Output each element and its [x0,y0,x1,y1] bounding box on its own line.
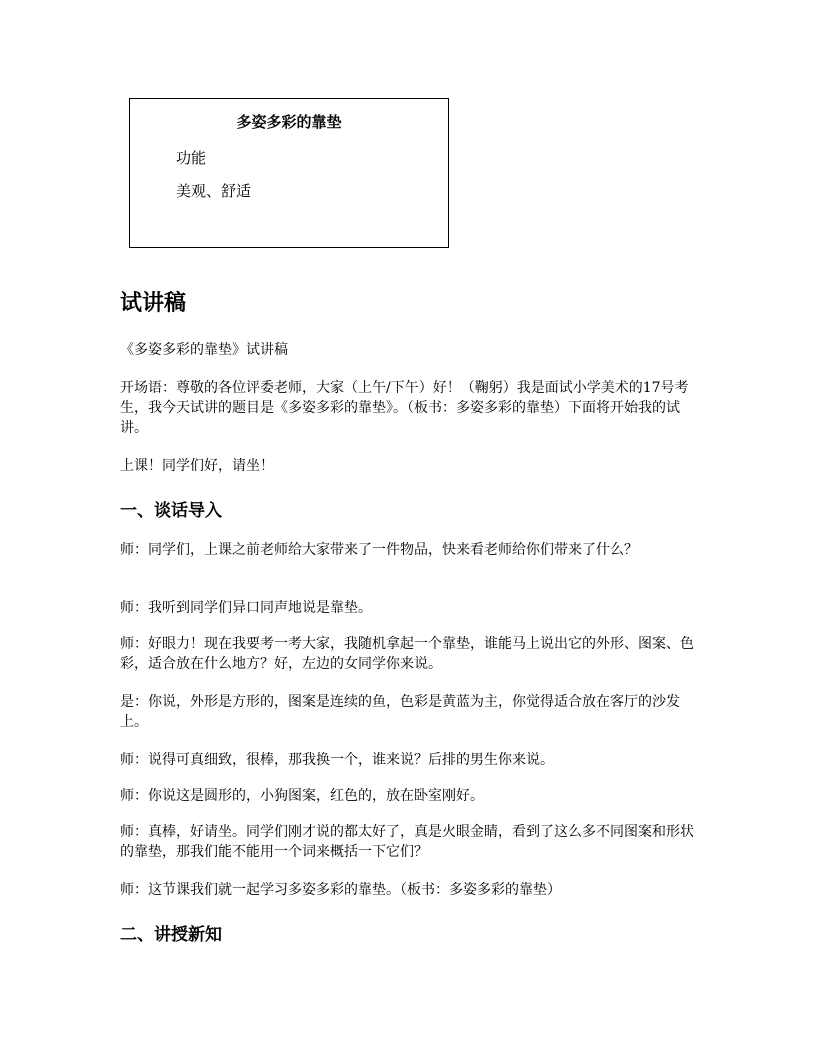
board-line-features: 美观、舒适 [176,182,252,200]
board-line-function: 功能 [176,149,207,167]
dialogue-paragraph: 师：说得可真细致，很棒，那我换一个，谁来说？后排的男生你来说。 [120,752,554,768]
blackboard-box [129,98,449,248]
board-title: 多姿多彩的靠垫 [236,113,342,131]
dialogue-paragraph: 师：你说这是圆形的，小狗图案，红色的，放在卧室刚好。 [120,788,484,804]
page-title: 试讲稿 [120,291,187,316]
dialogue-paragraph: 师：真棒，好请坐。同学们刚才说的都太好了，真是火眼金睛，看到了这么多不同图案和形状的靠垫，那我们能不能用一个词来概括一下它们？ [120,824,694,860]
section-2-heading: 二、讲授新知 [120,925,222,945]
class-start: 上课！同学们好，请坐！ [120,458,274,474]
dialogue-paragraph: 师：好眼力！现在我要考一考大家，我随机拿起一个靠垫，谁能马上说出它的外形、图案、色彩，适合放在什么地方？好，左边的女同学你来说。 [120,636,694,672]
section-1-heading: 一、谈话导入 [120,501,222,521]
dialogue-paragraph: 师：同学们，上课之前老师给大家带来了一件物品，快来看老师给你们带来了什么？ [120,542,638,558]
dialogue-paragraph: 是：你说，外形是方形的，图案是连续的鱼，色彩是黄蓝为主，你觉得适合放在客厅的沙发上。 [120,694,680,730]
subtitle: 《多姿多彩的靠垫》试讲稿 [120,342,288,358]
opening-paragraph: 开场语：尊敬的各位评委老师，大家（上午/下午）好！（鞠躬）我是面试小学美术的17号考生，我今天试讲的题目是《多姿多彩的靠垫》。（板书：多姿多彩的靠垫）下面将开始我的试讲。 [120,380,689,436]
dialogue-paragraph: 师：这节课我们就一起学习多姿多彩的靠垫。（板书：多姿多彩的靠垫） [120,882,561,898]
dialogue-paragraph: 师：我听到同学们异口同声地说是靠垫。 [120,600,372,616]
